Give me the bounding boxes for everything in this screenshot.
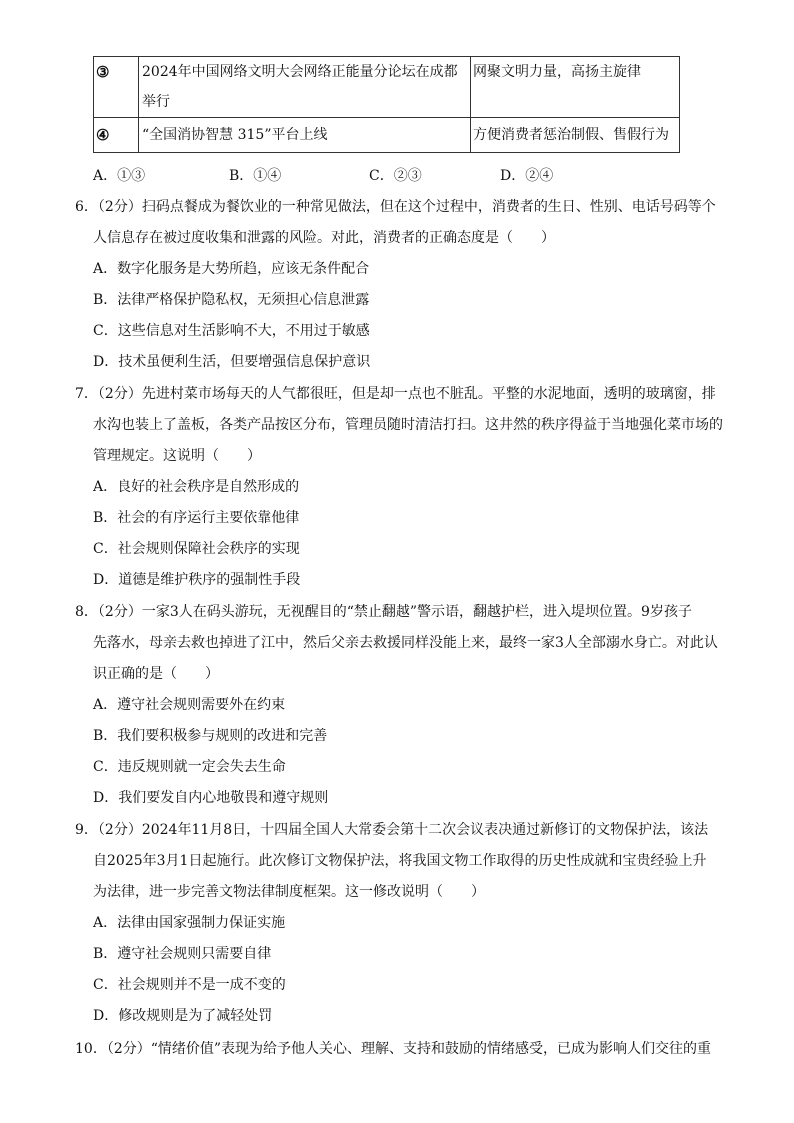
answer-table bbox=[93, 56, 680, 153]
question-6 bbox=[75, 192, 725, 378]
row-number: ④ bbox=[94, 118, 139, 153]
option-c[interactable]: C．违反规则就一定会失去生命 bbox=[93, 759, 286, 775]
question-10 bbox=[75, 1034, 725, 1065]
question-text: 9．（2分）2024年11月8日，十四届全国人大常委会第十二次会议表决通过新修订的文物保护法，该法 bbox=[75, 822, 709, 838]
option-d[interactable]: D．②④ bbox=[500, 168, 554, 184]
row-number: ③ bbox=[94, 57, 139, 118]
option-b[interactable]: B．①④ bbox=[229, 168, 282, 184]
option-c[interactable]: C．②③ bbox=[369, 168, 422, 184]
event-cell: 2024年中国网络文明大会网络正能量分论坛在成都举行 bbox=[139, 57, 471, 118]
option-b[interactable]: B．社会的有序运行主要依靠他律 bbox=[93, 510, 300, 526]
option-a[interactable]: A．①③ bbox=[93, 168, 146, 184]
option-a[interactable]: A．良好的社会秩序是自然形成的 bbox=[93, 479, 300, 495]
question-7 bbox=[75, 379, 725, 596]
significance-cell: 方便消费者惩治制假、售假行为 bbox=[471, 118, 680, 153]
question-text: 先落水，母亲去救也掉进了江中，然后父亲去救援同样没能上来，最终一家3人全部溺水身亡。对此认 bbox=[93, 635, 718, 651]
option-d[interactable]: D．我们要发自内心地敬畏和遵守规则 bbox=[93, 790, 329, 806]
event-cell: “全国消协智慧 315”平台上线 bbox=[139, 118, 471, 153]
option-a[interactable]: A．数字化服务是大势所趋，应该无条件配合 bbox=[93, 261, 370, 277]
question-text: 人信息存在被过度收集和泄露的风险。对此，消费者的正确态度是（ ） bbox=[93, 230, 555, 246]
question-text: 6．（2分）扫码点餐成为餐饮业的一种常见做法，但在这个过程中，消费者的生日、性别、电话号码等个 bbox=[75, 199, 716, 215]
option-b[interactable]: B．法律严格保护隐私权，无须担心信息泄露 bbox=[93, 292, 370, 308]
question-8 bbox=[75, 597, 725, 814]
question-text: 7．（2分）先进村菜市场每天的人气都很旺，但是却一点也不脏乱。平整的水泥地面，透明的玻璃窗，排 bbox=[75, 386, 716, 402]
question-text: 管理规定。这说明（ ） bbox=[93, 448, 261, 464]
option-c[interactable]: C．社会规则保障社会秩序的实现 bbox=[93, 541, 300, 557]
question-text: 10．（2分）“情绪价值”表现为给予他人关心、理解、支持和鼓励的情绪感受，已成为影响人们交往的重 bbox=[75, 1041, 712, 1057]
option-c[interactable]: C．社会规则并不是一成不变的 bbox=[93, 977, 286, 993]
question-text: 水沟也装上了盖板，各类产品按区分布，管理员随时清洁打扫。这井然的秩序得益于当地强化菜市场的 bbox=[93, 417, 723, 433]
option-a[interactable]: A．法律由国家强制力保证实施 bbox=[93, 915, 286, 931]
option-d[interactable]: D．修改规则是为了减轻处罚 bbox=[93, 1008, 273, 1024]
question-9 bbox=[75, 815, 725, 1032]
option-b[interactable]: B．遵守社会规则只需要自律 bbox=[93, 946, 272, 962]
option-a[interactable]: A．遵守社会规则需要外在约束 bbox=[93, 697, 286, 713]
significance-cell: 网聚文明力量，高扬主旋律 bbox=[471, 57, 680, 118]
option-d[interactable]: D．技术虽便利生活，但要增强信息保护意识 bbox=[93, 354, 371, 370]
table-row bbox=[94, 57, 680, 118]
table-row bbox=[94, 118, 680, 153]
option-d[interactable]: D．道德是维护秩序的强制性手段 bbox=[93, 572, 301, 588]
question-text: 为法律，进一步完善文物法律制度框架。这一修改说明（ ） bbox=[93, 884, 485, 900]
question-text: 8．（2分）一家3人在码头游玩，无视醒目的“禁止翻越”警示语，翻越护栏，进入堤坝位置。9岁孩子 bbox=[75, 604, 692, 620]
option-b[interactable]: B．我们要积极参与规则的改进和完善 bbox=[93, 728, 328, 744]
question-text: 自2025年3月1日起施行。此次修订文物保护法，将我国文物工作取得的历史性成就和宝贵经验上升 bbox=[93, 853, 707, 869]
option-c[interactable]: C．这些信息对生活影响不大，不用过于敏感 bbox=[93, 323, 370, 339]
question-text: 识正确的是（ ） bbox=[93, 666, 219, 682]
